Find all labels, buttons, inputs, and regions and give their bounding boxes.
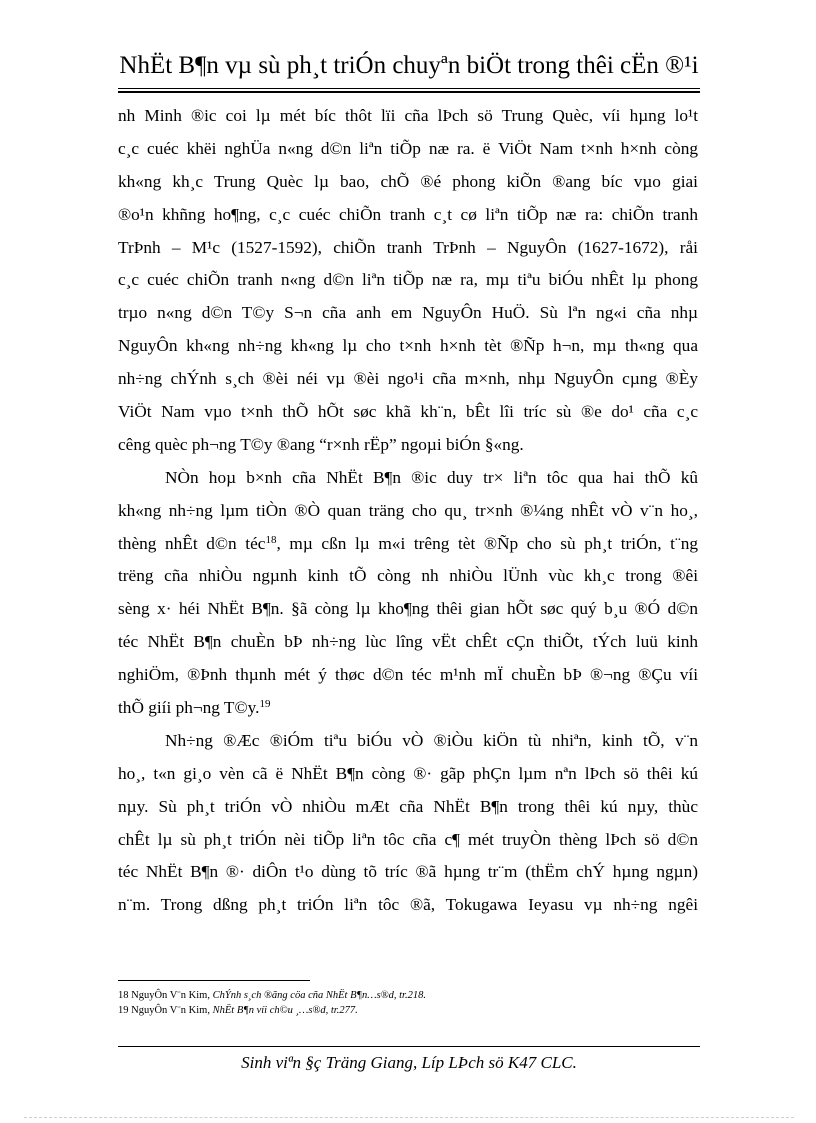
header-rule-thick bbox=[118, 91, 700, 93]
text-line: ho¸, t«n gi¸o vèn cã ë NhËt B¶n còng ®· gãp phÇn lµm nªn lÞch sö thêi kú bbox=[118, 763, 698, 783]
page-break-indicator bbox=[24, 1117, 794, 1118]
text-line: Nh÷ng ®Æc ®iÓm tiªu biÓu vÒ ®iÒu kiÖn tù nhiªn, kinh tÕ, v¨n bbox=[165, 730, 698, 750]
text-line: n¨m. Trong dßng ph¸t triÓn liªn tôc ®ã, Tokugawa Ieyasu vµ nh÷ng ngêi bbox=[118, 895, 698, 915]
text-line: NÒn hoµ b×nh cña NhËt B¶n ®ic duy tr× liªn tôc qua hai thÕ kû bbox=[165, 467, 698, 487]
header-rule bbox=[118, 88, 700, 89]
page-footer: Sinh viªn §ç Träng Giang, Líp LÞch sö K47 CLC. bbox=[241, 1053, 577, 1072]
text-line: ®o¹n khñng ho¶ng, c¸c cuéc chiÕn tranh c¸t cø liªn tiÕp næ ra: chiÕn tranh bbox=[118, 204, 698, 224]
footnote-ref: 19 bbox=[259, 698, 271, 711]
text-line: thÕ giíi ph¬ng T©y.$^{19}$ bbox=[118, 698, 271, 718]
text-line: ViÖt Nam vµo t×nh thÕ hÕt søc khã kh¨n, bÊt lîi tríc sù ®e do¹ cña c¸c bbox=[118, 402, 698, 422]
text-line: sèng x· héi NhËt B¶n. §ã còng lµ kho¶ng thêi gian hÕt søc quý b¸u ®Ó d©n bbox=[118, 599, 698, 619]
body-text bbox=[118, 100, 698, 922]
text-line: téc NhËt B¶n ®· diÔn t¹o dùng tõ tríc ®ã hµng tr¨m (thËm chÝ hµng ngµn) bbox=[118, 862, 698, 882]
paragraph-1 bbox=[118, 100, 698, 462]
paragraph-2 bbox=[118, 462, 698, 725]
text-line: TrÞnh – M¹c (1527-1592), chiÕn tranh TrÞnh – NguyÔn (1627-1672), råi bbox=[118, 237, 698, 257]
footnote-author: NguyÔn V¨n Kim, bbox=[131, 1005, 210, 1016]
text-line: kh«ng nh÷ng lµm tiÒn ®Ò quan träng cho qu¸ tr×nh ®¼ng nhÊt vÒ v¨n ho¸, bbox=[118, 500, 698, 520]
footnotes bbox=[118, 988, 698, 1018]
text-line: téc NhËt B¶n chuÈn bÞ nh÷ng lùc lîng vËt chÊt cÇn thiÕt, tÝch luü kinh bbox=[118, 632, 698, 652]
text-line: c¸c cuéc chiÕn tranh n«ng d©n liªn tiÕp næ ra, mµ tiªu biÓu nhÊt lµ phong bbox=[118, 270, 698, 290]
footnote-18 bbox=[118, 988, 698, 1003]
text-line: nh Minh ®ic coi lµ mét bíc thôt lïi cña lÞch sö Trung Quèc, víi hµng lo¹t bbox=[118, 106, 698, 125]
text-line: kh«ng kh¸c Trung Quèc lµ bao, chÕ ®é phong kiÕn ®ang bíc vµo giai bbox=[118, 171, 698, 191]
text-line: trëng cña nhiÒu ngµnh kinh tÕ còng nh nhiÒu lÜnh vùc kh¸c trong ®êi bbox=[118, 566, 698, 586]
text-line: c¸c cuéc khëi nghÜa n«ng d©n liªn tiÕp næ ra. ë ViÖt Nam t×nh h×nh còng bbox=[118, 138, 698, 158]
page-header-title: NhËt B¶n vµ sù ph¸t triÓn chuyªn biÖt trong thêi cËn ®¹i bbox=[119, 52, 699, 79]
text-line: trµo n«ng d©n T©y S¬n cña anh em NguyÔn HuÖ. Sù lªn ng«i cña nhµ bbox=[118, 303, 698, 323]
text-line: nghiÖm, ®Þnh thµnh mét ý thøc d©n téc m¹nh mÏ chuÈn bÞ ®¬ng ®Çu víi bbox=[118, 665, 698, 685]
text-line: thèng nhÊt d©n téc$^{18}$, mµ cßn lµ m«i trêng tèt ®Ñp cho sù ph¸t triÓn, t¨ng bbox=[118, 533, 698, 553]
footnote-19 bbox=[118, 1003, 698, 1018]
footer-rule bbox=[118, 1046, 700, 1047]
footnote-author: NguyÔn V¨n Kim, bbox=[131, 990, 210, 1001]
footnote-number: 19 bbox=[118, 1005, 129, 1016]
footnote-separator bbox=[118, 980, 310, 981]
footnote-title: ChÝnh s¸ch ®ãng cöa cña NhËt B¶n…s®d, tr.218. bbox=[212, 990, 426, 1001]
footnote-number: 18 bbox=[118, 990, 129, 1001]
footnote-title: NhËt B¶n víi ch©u ¸…s®d, tr.277. bbox=[212, 1005, 358, 1016]
paragraph-3 bbox=[118, 725, 698, 922]
text-line: NguyÔn kh«ng nh÷ng kh«ng lµ cho t×nh h×nh tèt ®Ñp h¬n, mµ th«ng qua bbox=[118, 336, 698, 356]
text-line: nh÷ng chÝnh s¸ch ®èi néi vµ ®èi ngo¹i cña m×nh, nhµ NguyÔn cµng ®Èy bbox=[118, 369, 698, 389]
text-line: chÊt lµ sù ph¸t triÓn nèi tiÕp liªn tôc cña c¶ mét truyÒn thèng lÞch sö d©n bbox=[118, 829, 698, 849]
text-line: cêng quèc ph¬ng T©y ®ang “r×nh rËp” ngoµi biÓn §«ng. bbox=[118, 434, 524, 454]
text-line: nµy. Sù ph¸t triÓn vÒ nhiÒu mÆt cña NhËt B¶n trong thêi kú nµy, thùc bbox=[118, 796, 698, 816]
footnote-ref: 18 bbox=[265, 533, 277, 546]
